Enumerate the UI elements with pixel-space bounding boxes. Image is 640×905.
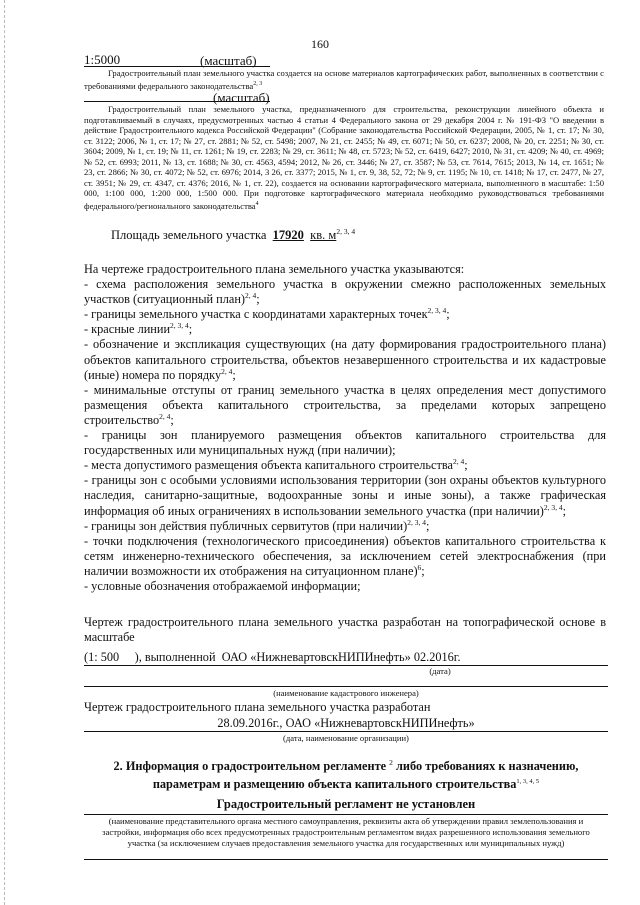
topo-scale-close: ): [134, 650, 139, 664]
drawing-item-sup: 2, 4: [245, 291, 257, 301]
drawing-intro: На чертеже градостроительного плана земельного участка указываются:: [84, 262, 465, 276]
drawing-item-text: - точки подключения (технологического присоединения) объектов капитального строительства к сетям инженерно-технического обеспечения, за исключением сетей электроснабжения (при наличии возможности их отображения на ситуационном плане): [84, 533, 606, 578]
section-2-heading: [84, 755, 608, 792]
section-2-line1b: либо требованиях к назначению,: [396, 759, 579, 774]
developed-text: Чертеж градостроительного плана земельного участка разработан: [84, 700, 431, 714]
note-cartographic-sup: 2, 3: [253, 80, 263, 87]
section-2-line1: 2. Информация о градостроительном регламенте: [113, 759, 387, 774]
drawing-item-11: [84, 579, 606, 594]
scan-edge: [4, 0, 5, 905]
regulation-bottom-line: [84, 859, 608, 860]
drawing-item-tail: ;: [170, 412, 174, 427]
drawing-contents: [84, 262, 606, 594]
drawing-item-6: [84, 428, 606, 458]
area-value: 17920: [272, 228, 304, 243]
page-number: 160: [311, 37, 329, 51]
drawing-item-tail: ;: [446, 307, 450, 322]
drawing-item-text: - границы зон с особыми условиями использования территории (зон охраны объектов культурного наследия, санитарно-защитные, водоохранные зоны и иные зоны), а также графическая информация об иных ограничениях в использовании земельного участка (при наличии): [84, 473, 606, 518]
drawing-item-text: - условные обозначения отображаемой информации;: [84, 578, 361, 593]
regulation-caption: (наименование представительного органа местного самоуправления, реквизиты акта об утверждении правил землепользования и застройки, информация обо всех предусмотренных градостроительным регламентом видах разрешенного использования земельного участка (за исключением случаев предоставления земельного участка для государственных или муниципальных нужд): [102, 816, 590, 848]
drawing-item-tail: ;: [425, 518, 430, 533]
topo-date-label: (дата): [429, 666, 451, 676]
drawing-item-2: [84, 307, 606, 322]
drawing-item-1: [84, 277, 606, 307]
engineer-label: (наименование кадастрового инженера): [273, 688, 419, 698]
drawing-item-text: - красные линии: [84, 322, 171, 337]
regulation-underline: [84, 814, 608, 815]
topo-org: ОАО «НижневартовскНИПИнефть»: [221, 650, 411, 664]
drawing-item-sup: 2, 3, 4: [170, 321, 189, 331]
area-line: [111, 227, 355, 243]
topo-scale-value: 500: [100, 650, 120, 664]
engineer-underline: [84, 686, 608, 687]
drawing-item-10: [84, 534, 606, 579]
drawing-item-text: - схема расположения земельного участка в окружении смежно расположенных земельных участков (ситуационный план): [84, 277, 606, 307]
drawing-item-sup: 2, 3, 4: [427, 306, 447, 316]
drawing-item-text: - границы зон планируемого размещения объектов капитального строительства для государственных или муниципальных нужд (при наличии);: [84, 428, 606, 458]
drawing-item-text: - обозначение и экспликация существующих (на дату формирования градостроительного плана) объектов капитального строительства, объектов незавершенного строительства и их кадастровые (иные) номера по порядку: [84, 337, 606, 382]
area-unit: кв. м: [310, 228, 337, 243]
scale2-label: (масштаб): [213, 90, 270, 105]
developed-label: (дата, наименование организации): [283, 733, 409, 743]
drawing-item-8: [84, 473, 606, 518]
drawing-item-text: - минимальные отступы от границ земельного участка в целях определения мест допустимого размещения объекта капитального строительства, за пределами которых запрещено строительство: [84, 382, 606, 427]
drawing-item-4: [84, 337, 606, 382]
drawing-item-tail: ;: [232, 367, 236, 382]
topo-line: [84, 650, 461, 665]
section-2-sup2: 1, 3, 4, 5: [516, 778, 540, 786]
topo-date: 02.2016г.: [413, 650, 461, 664]
note-linear-object-sup: 4: [255, 200, 259, 207]
drawing-item-3: [84, 322, 606, 337]
note-linear-object: [84, 104, 604, 211]
drawing-item-sup: 2, 3, 4: [543, 502, 563, 512]
area-label: Площадь земельного участка: [111, 228, 267, 243]
developed-underline: [84, 731, 608, 732]
topo-text: Чертеж градостроительного плана земельного участка разработан на топографической основе в масштабе: [84, 615, 606, 645]
drawing-item-sup: 2, 4: [159, 411, 171, 421]
section-2-sup1: 2: [389, 758, 393, 767]
note-linear-object-text: Градостроительный план земельного участка, предназначенного для строительства, реконструкции линейного объекта и подготавливаемый в случаях, предусмотренных частью 4 статьи 4 Федерального закона от 29 декабря 2004 г. № 191-ФЗ "О введении в действие Градостроительного кодекса Российской Федерации" (Собрание законодательства Российской Федерации, 2005, № 1, ст. 17; № 30, ст. 3122; 2006, № 1, ст. 17; № 27, ст. 2881; № 52, ст. 5498; 2007, № 21, ст. 2455; № 49, ст. 6071; № 50, ст. 6237; 2008, № 20, ст. 2251; № 30, ст. 3604; 2009, № 1, ст. 19; № 11, ст. 1261; № 19, ст. 2283; № 29, ст. 3611; № 48, ст. 5723; № 52, ст. 6419, 6427; 2010, № 31, ст. 4209; № 40, ст. 4969; № 52, ст. 6993; 2011, № 13, ст. 1688; № 30, ст. 4563, 4594; 2012, № 26, ст. 3446; № 27, ст. 3587; № 53, ст. 7614, 7615; 2013, № 14, ст. 1651; № 23, ст. 2866; № 30, ст. 4072; № 52, ст. 6976; 2014, 3 26, ст. 3377; 2015, № 1, ст. 9, 38, 52, 72; № 9, ст. 1195; № 10, ст. 1418; № 17, ст. 2477, № 27, ст. 3951; № 29, ст. 4347, ст. 4376; 2016, № 1, ст. 22), создается на основании картографического материала, выполненного в масштабе: 1:50 000, 1:100 000, 1:200 000, 1:500 000. При подготовке картографического материала необходимо руководствоваться требованиями федерального/регионального законодательства: [84, 104, 604, 211]
drawing-item-5: [84, 383, 606, 428]
drawing-item-text: - места допустимого размещения объекта капитального строительства: [84, 458, 453, 473]
drawing-item-sup: 2, 3, 4: [407, 517, 426, 527]
scale-value: 1:5000: [84, 52, 121, 67]
topo-performed: , выполненной: [138, 650, 216, 664]
topo-scale-open: (1:: [84, 650, 98, 664]
note-cartographic-text: Градостроительный план земельного участка создается на основе материалов картографических работ, выполненных в соответствии с требованиями федерального законодательства: [84, 68, 604, 91]
drawing-item-text: - границы зон действия публичных сервитутов (при наличии): [84, 518, 408, 533]
drawing-item-sup: 2, 4: [452, 457, 465, 467]
section-2-line2: параметрам и размещению объекта капитального строительства: [152, 777, 517, 792]
drawing-item-7: [84, 458, 606, 473]
drawing-item-tail: ;: [562, 503, 567, 518]
note-cartographic: [84, 68, 604, 91]
scale-label: (масштаб): [200, 53, 257, 68]
drawing-item-text: - границы земельного участка с координатами характерных точек: [84, 307, 428, 322]
drawing-item-sup: 6: [417, 562, 422, 572]
developed-value: 28.09.2016г., ОАО «НижневартовскНИПИнефть»: [217, 716, 475, 730]
drawing-item-tail: ;: [464, 458, 468, 473]
regulation-value: Градостроительный регламент не установлен: [216, 797, 476, 811]
drawing-item-tail: ;: [256, 292, 260, 307]
topo-underline: [84, 665, 608, 666]
drawing-item-sup: 2, 4: [221, 366, 233, 376]
drawing-item-tail: ;: [188, 322, 193, 337]
area-sup: 2, 3, 4: [336, 227, 356, 236]
drawing-item-9: [84, 519, 606, 534]
drawing-item-tail: ;: [421, 563, 425, 578]
